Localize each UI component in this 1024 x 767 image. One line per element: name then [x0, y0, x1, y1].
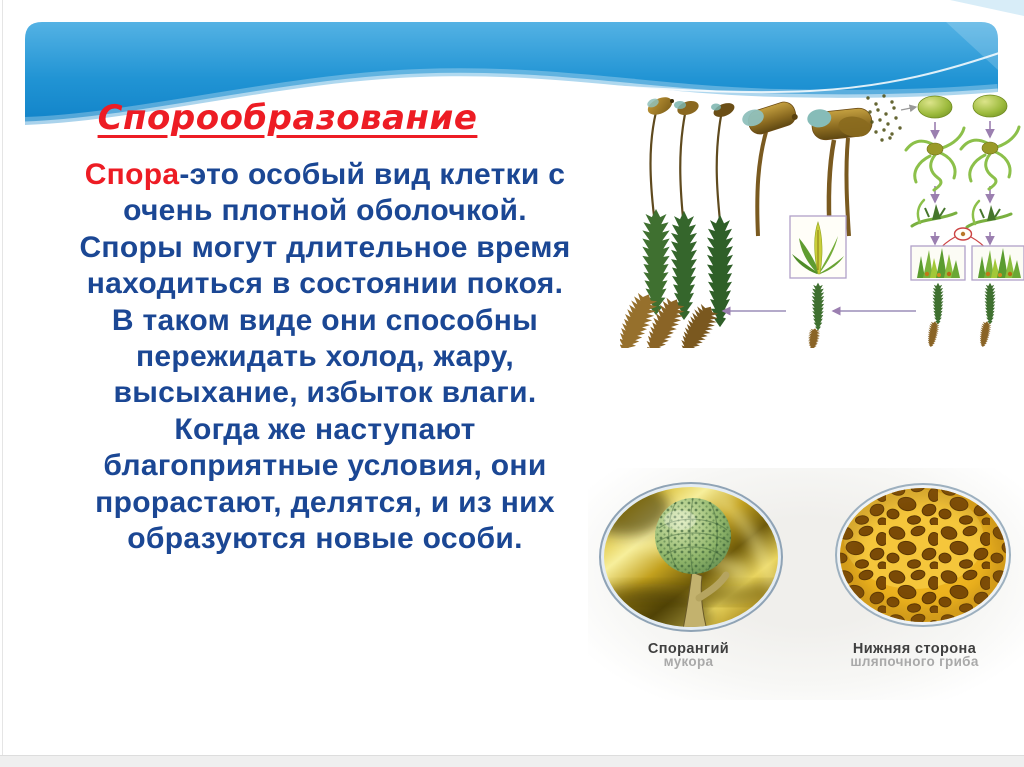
caption-line-2: шляпочного гриба — [850, 654, 979, 669]
body-text-line: Споры могут длительное время — [79, 230, 571, 264]
body-text-span: -это особый вид клетки с — [179, 158, 566, 191]
body-text-line: высыхание, избыток влаги. — [113, 376, 537, 410]
highlighted-term: Спора — [84, 158, 180, 191]
spore-release-arrow — [901, 107, 916, 110]
adult-moss-plants — [620, 94, 736, 348]
slide-title: Спорообразование — [97, 98, 478, 138]
body-text-line: пережидать холод, жару, — [135, 340, 515, 374]
protonema-stage-2 — [912, 200, 1011, 227]
protonema-stage-1 — [906, 127, 1019, 190]
body-text-line: В таком виде они способны — [111, 303, 539, 337]
shoot-closeup-box — [790, 216, 846, 348]
caption-line-1: Нижняя сторона — [852, 641, 977, 657]
body-text-line: находиться в состоянии покоя. — [86, 267, 564, 301]
caption-line-1: Спорангий — [647, 641, 730, 657]
moss-life-cycle-image — [620, 86, 1024, 348]
mushroom-underside-photo — [834, 481, 1012, 629]
body-text-line: благоприятные условия, они — [103, 449, 547, 483]
body-text-line: образуются новые особи. — [127, 522, 523, 556]
body-text — [22, 157, 628, 557]
body-text-line: Когда же наступают — [174, 412, 476, 446]
body-text-line — [22, 157, 628, 193]
mushroom-photo-caption — [822, 641, 1007, 669]
mucor-photo-caption — [606, 641, 771, 669]
young-moss-plants — [925, 283, 995, 348]
young-moss-boxes — [911, 246, 1024, 280]
caption-line-2: мукора — [663, 654, 714, 669]
body-text-line: прорастают, делятся, и из них — [95, 485, 555, 519]
slide-border-left — [2, 0, 3, 767]
pore-holes — [834, 481, 1012, 629]
header-corner-sliver — [950, 0, 1024, 16]
body-text-line: очень плотной оболочкой. — [123, 194, 527, 228]
spores — [918, 95, 1007, 118]
slide-bottom-edge — [0, 755, 1024, 767]
